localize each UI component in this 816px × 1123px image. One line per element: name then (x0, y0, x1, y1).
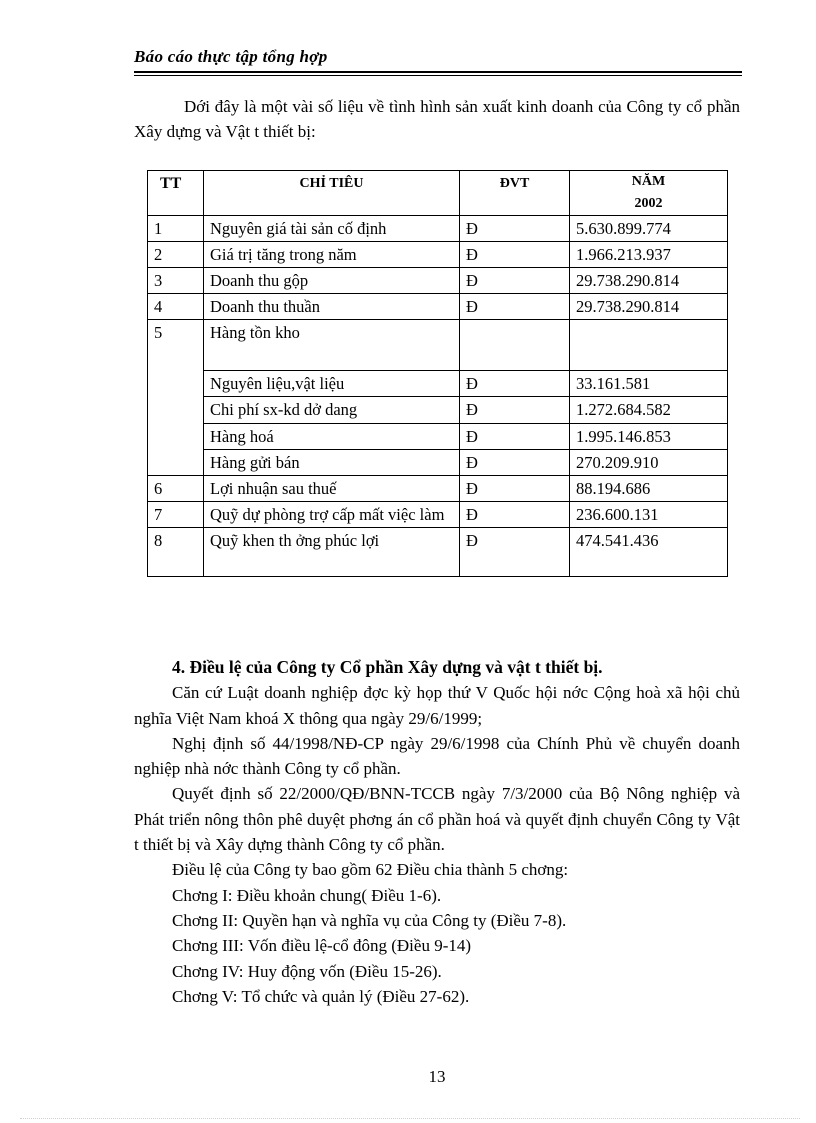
table-row (148, 502, 728, 528)
cell-value: 474.541.436 (570, 528, 728, 577)
cell-value: 1.966.213.937 (570, 242, 728, 268)
table-row (148, 371, 728, 397)
header-chi-tieu: CHỈ TIÊU (204, 171, 460, 216)
section-body (134, 655, 740, 1009)
cell-value: 1.272.684.582 (570, 397, 728, 423)
paragraph: Căn cứ Luật doanh nghiệp đợc kỳ họp thứ V Quốc hội nớc Cộng hoà xã hội chủ nghĩa Việt Nam khoá X thông qua ngày 29/6/1999; (134, 683, 740, 728)
cell-label: Quỹ khen th ởng phúc lợi (204, 528, 460, 577)
cell-dvt: Đ (460, 294, 570, 320)
table-row (148, 449, 728, 475)
cell-tt: 3 (148, 268, 204, 294)
footer-divider (20, 1118, 800, 1119)
chapter-item: Chơng I: Điều khoản chung( Điều 1-6). (172, 885, 442, 905)
cell-dvt: Đ (460, 502, 570, 528)
cell-dvt: Đ (460, 268, 570, 294)
cell-label: Quỹ dự phòng trợ cấp mất việc làm (204, 502, 460, 528)
cell-label: Nguyên liệu,vật liệu (204, 371, 460, 397)
table-row (148, 268, 728, 294)
cell-value: 88.194.686 (570, 476, 728, 502)
table-row (148, 294, 728, 320)
header-rule-thick (134, 71, 742, 73)
cell-dvt: Đ (460, 397, 570, 423)
cell-tt: 5 (148, 320, 204, 476)
header-tt: TT (148, 171, 204, 216)
paragraph: Quyết định số 22/2000/QĐ/BNN-TCCB ngày 7/3/2000 của Bộ Nông nghiệp và Phát triển nông thôn phê duyệt phơng án cổ phần hoá và quyết định chuyển Công ty Vật t thiết bị và Xây dựng thành Công ty cổ phần. (134, 784, 740, 855)
cell-dvt: Đ (460, 476, 570, 502)
cell-value: 5.630.899.774 (570, 216, 728, 242)
cell-value: 236.600.131 (570, 502, 728, 528)
chapter-item: Chơng IV: Huy động vốn (Điều 15-26). (172, 961, 442, 981)
cell-dvt: Đ (460, 242, 570, 268)
cell-label: Doanh thu thuần (204, 294, 460, 320)
table-row (148, 476, 728, 502)
cell-value: 29.738.290.814 (570, 294, 728, 320)
cell-tt: 2 (148, 242, 204, 268)
intro-text: Dới đây là một vài số liệu về tình hình sản xuất kinh doanh của Công ty cổ phần Xây dựng và Vật t thiết bị: (134, 97, 740, 141)
cell-value: 29.738.290.814 (570, 268, 728, 294)
cell-tt: 1 (148, 216, 204, 242)
paragraph: Nghị định số 44/1998/NĐ-CP ngày 29/6/1998 của Chính Phủ về chuyển doanh nghiệp nhà nớc thành Công ty cổ phần. (134, 733, 740, 779)
table-row (148, 528, 728, 577)
section-heading: 4. Điều lệ của Công ty Cổ phần Xây dựng và vật t thiết bị. (172, 657, 603, 677)
cell-dvt: Đ (460, 528, 570, 577)
header-nam-year: 2002 (634, 196, 663, 211)
page-number: 13 (428, 1067, 446, 1086)
cell-dvt: Đ (460, 449, 570, 475)
paragraph: Điều lệ của Công ty bao gồm 62 Điều chia thành 5 chơng: (172, 860, 569, 880)
chapter-item: Chơng II: Quyền hạn và nghĩa vụ của Công ty (Điều 7-8). (172, 910, 567, 930)
cell-dvt: Đ (460, 216, 570, 242)
table-row-group (148, 320, 728, 371)
table-header-row (148, 171, 728, 216)
cell-label: Hàng tồn kho (204, 320, 460, 371)
cell-dvt (460, 320, 570, 371)
statistics-table (147, 170, 728, 577)
cell-label: Lợi nhuận sau thuế (204, 476, 460, 502)
chapter-item: Chơng V: Tổ chức và quản lý (Điều 27-62). (172, 986, 470, 1006)
cell-dvt: Đ (460, 423, 570, 449)
cell-value: 33.161.581 (570, 371, 728, 397)
cell-tt: 6 (148, 476, 204, 502)
cell-label: Chi phí sx-kd dở dang (204, 397, 460, 423)
table-row (148, 423, 728, 449)
cell-label: Hàng hoá (204, 423, 460, 449)
cell-tt: 8 (148, 528, 204, 577)
cell-label: Hàng gửi bán (204, 449, 460, 475)
cell-label: Giá trị tăng trong năm (204, 242, 460, 268)
cell-tt: 4 (148, 294, 204, 320)
cell-label: Nguyên giá tài sản cố định (204, 216, 460, 242)
table-row (148, 242, 728, 268)
cell-dvt: Đ (460, 371, 570, 397)
table-row (148, 216, 728, 242)
header-rule-thin (134, 75, 742, 76)
header-nam-label: NĂM (631, 174, 666, 189)
cell-value: 270.209.910 (570, 449, 728, 475)
cell-value (570, 320, 728, 371)
chapter-item: Chơng III: Vốn điều lệ-cổ đông (Điều 9-14) (172, 936, 472, 956)
cell-tt: 7 (148, 502, 204, 528)
header-nam (570, 171, 728, 216)
cell-label: Doanh thu gộp (204, 268, 460, 294)
table-row (148, 397, 728, 423)
cell-value: 1.995.146.853 (570, 423, 728, 449)
header-dvt: ĐVT (460, 171, 570, 216)
intro-paragraph (134, 94, 740, 144)
page-header-title: Báo cáo thực tập tổng hợp (134, 47, 328, 66)
